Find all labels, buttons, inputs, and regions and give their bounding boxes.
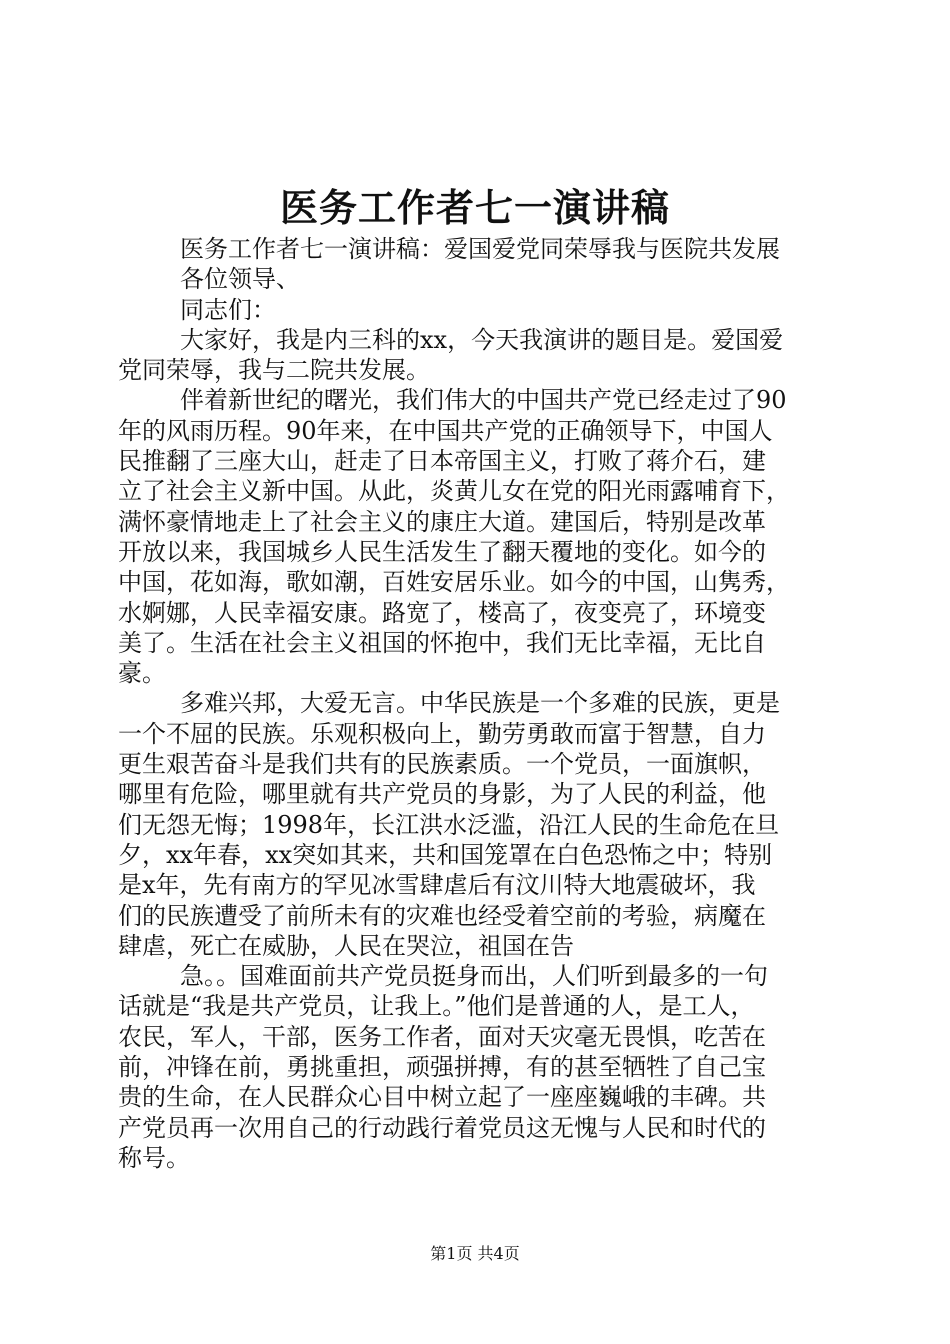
text-line: 满怀豪情地走上了社会主义的康庄大道。建国后，特别是改革 xyxy=(118,507,766,536)
text-line: 产党员再一次用自己的行动践行着党员这无愧与人民和时代的 xyxy=(118,1113,766,1142)
text-line: 同志们： xyxy=(180,295,276,324)
text-line: 美了。生活在社会主义祖国的怀抱中，我们无比幸福，无比自 xyxy=(118,628,766,657)
text-line: 水婀娜，人民幸福安康。路宽了，楼高了，夜变亮了，环境变 xyxy=(118,598,766,627)
text-line: 话就是“我是共产党员，让我上。”他们是普通的人，是工人， xyxy=(118,992,755,1021)
text-line: 哪里有危险，哪里就有共产党员的身影，为了人民的利益，他 xyxy=(118,780,766,809)
text-line: 立了社会主义新中国。从此，炎黄儿女在党的阳光雨露哺育下， xyxy=(118,477,790,506)
text-line: 们的民族遭受了前所未有的灾难也经受着空前的考验，病魔在 xyxy=(118,901,766,930)
text-line: 更生艰苦奋斗是我们共有的民族素质。一个党员，一面旗帜， xyxy=(118,750,766,779)
page-number: 第1页 共4页 xyxy=(430,1244,520,1263)
document-body xyxy=(118,234,838,1173)
text-line: 大家好，我是内三科的xx，今天我演讲的题目是。爱国爱 xyxy=(180,325,784,354)
text-line: 中国，花如海，歌如潮，百姓安居乐业。如今的中国，山隽秀， xyxy=(118,568,790,597)
text-line: 急。。国难面前共产党员挺身而出，人们听到最多的一句 xyxy=(180,962,768,991)
text-line: 们无怨无悔；1998年，长江洪水泛滥，沿江人民的生命危在旦 xyxy=(118,810,780,839)
text-line: 是x年，先有南方的罕见冰雪肆虐后有汶川特大地震破坏，我 xyxy=(118,871,756,900)
text-line: 一个不屈的民族。乐观积极向上，勤劳勇敢而富于智慧，自力 xyxy=(118,719,766,748)
text-line: 称号。 xyxy=(118,1143,190,1172)
text-line: 开放以来，我国城乡人民生活发生了翻天覆地的变化。如今的 xyxy=(118,537,766,566)
document-title: 医务工作者七一演讲稿 xyxy=(279,185,670,230)
text-line: 夕，xx年春，xx突如其来，共和国笼罩在白色恐怖之中；特别 xyxy=(118,840,773,869)
text-line: 贵的生命，在人民群众心目中树立起了一座座巍峨的丰碑。共 xyxy=(118,1083,766,1112)
text-line: 民推翻了三座大山，赶走了日本帝国主义，打败了蒋介石，建 xyxy=(118,447,766,476)
text-line: 豪。 xyxy=(118,659,166,688)
text-line: 前，冲锋在前，勇挑重担，顽强拼搏，有的甚至牺牲了自己宝 xyxy=(118,1053,766,1082)
text-line: 多难兴邦，大爱无言。中华民族是一个多难的民族，更是 xyxy=(180,689,780,718)
text-line: 农民，军人，干部，医务工作者，面对天灾毫无畏惧，吃苦在 xyxy=(118,1022,766,1051)
text-line: 伴着新世纪的曙光，我们伟大的中国共产党已经走过了90 xyxy=(180,386,787,415)
text-line: 医务工作者七一演讲稿：爱国爱党同荣辱我与医院共发展 xyxy=(180,235,780,263)
text-line: 党同荣辱，我与二院共发展。 xyxy=(118,356,430,385)
text-line: 各位领导、 xyxy=(180,265,300,294)
text-line: 年的风雨历程。90年来，在中国共产党的正确领导下，中国人 xyxy=(118,416,773,445)
text-line: 肆虐，死亡在威胁，人民在哭泣，祖国在告 xyxy=(118,931,574,960)
